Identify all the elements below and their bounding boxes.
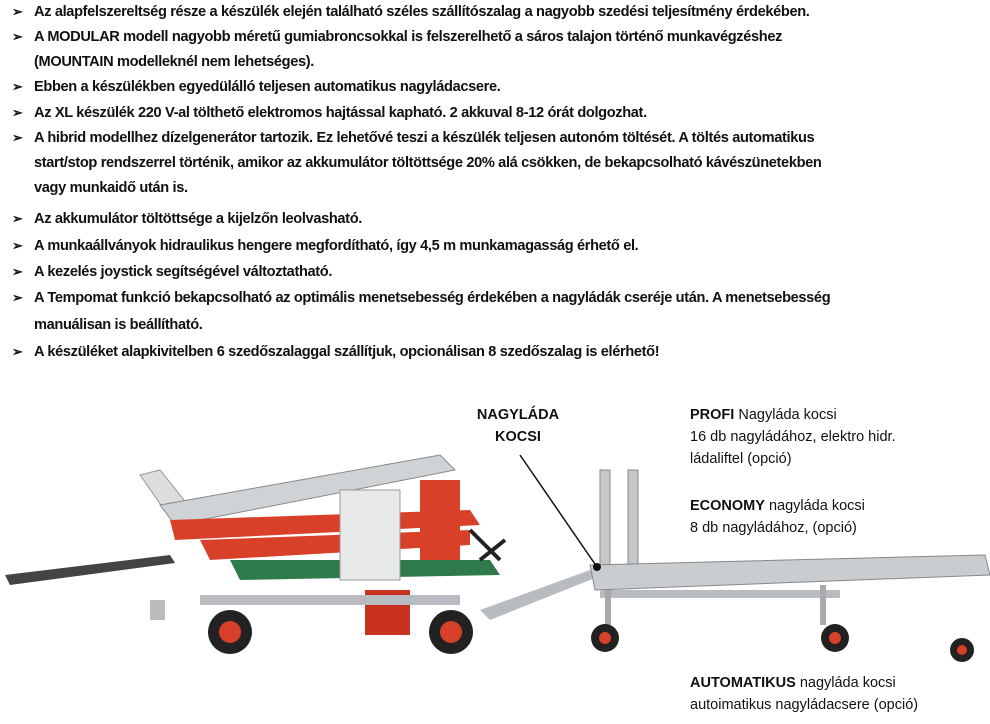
arrowhead-bullet-icon: ➢: [12, 238, 23, 253]
bullet-text: (MOUNTAIN modelleknél nem lehetséges).: [34, 54, 314, 70]
harvesting-machine: [5, 455, 595, 654]
label-line: 16 db nagyládához, elektro hidr.: [690, 429, 896, 445]
bullet-text: A MODULAR modell nagyobb méretű gumiabroncsokkal is felszerelhető a sáros talajon történő munkavégzéshez: [34, 29, 783, 45]
label-bold: PROFI: [690, 407, 735, 423]
bullet-text: Az XL készülék 220 V-al tölthető elektromos hajtással kapható. 2 akkuval 8-12 órát dolgozhat.: [34, 105, 647, 121]
bullet-text: A készüléket alapkivitelben 6 szedőszalaggal szállítjuk, opcionálisan 8 szedőszalag is elérhető!: [34, 344, 660, 360]
arrowhead-bullet-icon: ➢: [12, 344, 23, 359]
callout-line: [520, 455, 597, 567]
arrowhead-bullet-icon: ➢: [12, 264, 23, 279]
label-economy: [690, 495, 865, 539]
label-line: 8 db nagyládához, (opció): [690, 520, 857, 536]
label-text: Nagyláda kocsi: [734, 407, 837, 423]
bullet-text: A hibrid modellhez dízelgenerátor tartozik. Ez lehetővé teszi a készülék teljesen autonóm töltését. A töltés automatikus: [34, 130, 815, 146]
label-text: nagyláda kocsi: [764, 498, 865, 514]
arrowhead-bullet-icon: ➢: [12, 130, 23, 145]
arrowhead-bullet-icon: ➢: [12, 290, 23, 305]
label-line: NAGYLÁDA: [476, 407, 560, 423]
label-line: autoimatikus nagyládacsere (opció): [690, 697, 919, 713]
bullet-text: Az akkumulátor töltöttsége a kijelzőn leolvasható.: [34, 211, 362, 227]
label-profi: [690, 404, 896, 470]
label-nagylada-kocsi: [470, 404, 566, 448]
label-text: nagyláda kocsi: [795, 675, 896, 691]
label-line: ládaliftel (opció): [690, 451, 792, 467]
bullet-text: Az alapfelszereltség része a készülék elején található széles szállítószalag a nagyobb szedési teljesítmény érdekében.: [34, 4, 810, 20]
label-line: KOCSI: [495, 429, 541, 445]
bullet-text: A Tempomat funkció bekapcsolható az optimális menetsebesség érdekében a nagyládák cseréje után. A menetsebesség: [34, 290, 831, 306]
bullet-text: A kezelés joystick segítségével változtatható.: [34, 264, 333, 280]
arrowhead-bullet-icon: ➢: [12, 79, 23, 94]
arrowhead-bullet-icon: ➢: [12, 105, 23, 120]
bullet-text: Ebben a készülékben egyedülálló teljesen automatikus nagyládacsere.: [34, 79, 501, 95]
label-bold: ECONOMY: [690, 498, 765, 514]
arrowhead-bullet-icon: ➢: [12, 211, 23, 226]
label-automatikus: [690, 672, 918, 716]
arrowhead-bullet-icon: ➢: [12, 29, 23, 44]
label-bold: AUTOMATIKUS: [690, 675, 796, 691]
bullet-text: vagy munkaidő után is.: [34, 180, 188, 196]
bullet-text: A munkaállványok hidraulikus hengere megfordítható, így 4,5 m munkamagasság érhető el.: [34, 238, 639, 254]
bullet-text: manuálisan is beállítható.: [34, 317, 203, 333]
bullet-text: start/stop rendszerrel történik, amikor az akkumulátor töltöttsége 20% alá csökken, de bekapcsolható kávészünetekben: [34, 155, 822, 171]
arrowhead-bullet-icon: ➢: [12, 4, 23, 19]
